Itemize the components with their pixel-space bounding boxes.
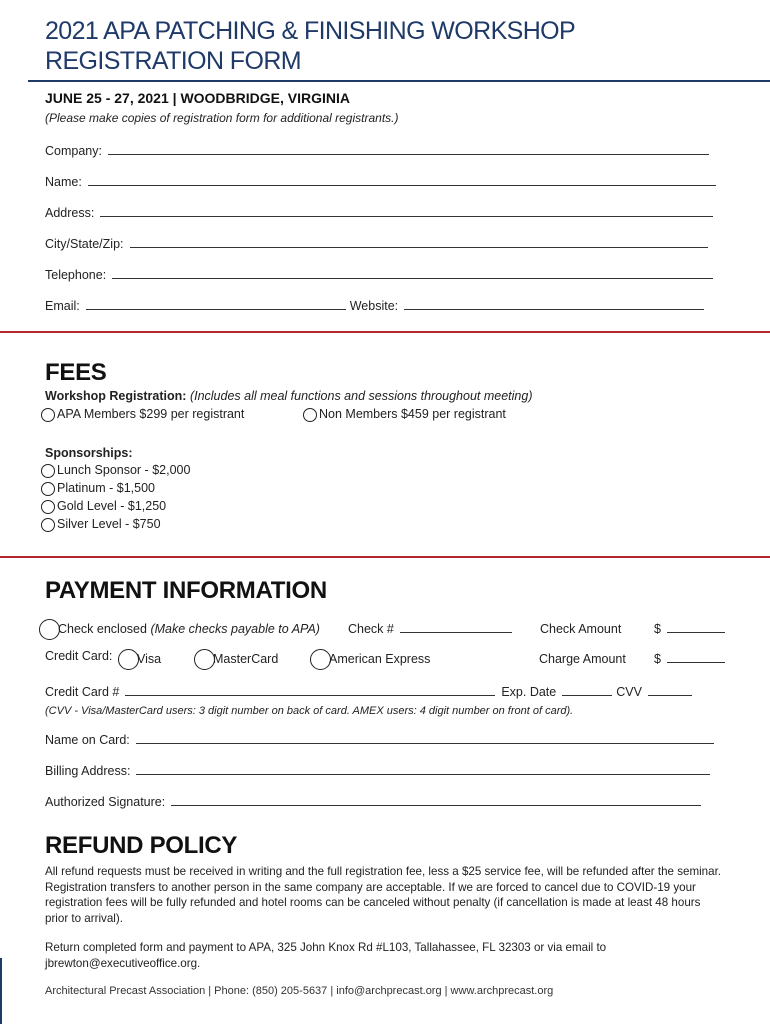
radio-circle-icon[interactable] (41, 500, 55, 514)
check-number-field[interactable] (348, 622, 512, 636)
section-divider-payment (0, 556, 770, 558)
charge-amount-field[interactable] (654, 652, 725, 666)
company-field[interactable] (45, 144, 709, 158)
credit-card-row (45, 649, 112, 663)
name-on-card-label: Name on Card: (45, 733, 130, 747)
radio-circle-icon[interactable] (41, 518, 55, 532)
company-label: Company: (45, 144, 102, 158)
name-field[interactable] (45, 175, 716, 189)
address-field[interactable] (45, 206, 713, 220)
charge-amount-line[interactable] (667, 662, 725, 663)
city-state-zip-field[interactable] (45, 237, 708, 251)
amex-label: American Express (329, 651, 431, 666)
title-line-1: 2021 APA PATCHING & FINISHING WORKSHOP (45, 17, 576, 45)
radio-circle-icon[interactable] (41, 464, 55, 478)
charge-amount-label: Charge Amount (539, 652, 626, 666)
city-label: City/State/Zip: (45, 237, 124, 251)
city-line[interactable] (130, 247, 708, 248)
check-number-line[interactable] (400, 632, 512, 633)
billing-address-line[interactable] (136, 774, 710, 775)
address-line[interactable] (100, 216, 713, 217)
cvv-line[interactable] (648, 695, 692, 696)
option-check-enclosed[interactable] (39, 619, 320, 640)
mastercard-label: MasterCard (213, 651, 279, 666)
email-field[interactable] (45, 299, 704, 313)
apa-members-label: APA Members $299 per registrant (57, 407, 245, 421)
platinum-label: Platinum - $1,500 (57, 481, 155, 495)
check-amount-field[interactable] (654, 622, 725, 636)
card-number-line[interactable] (125, 695, 495, 696)
check-amount-label: Check Amount (540, 622, 622, 636)
cvv-note: (CVV - Visa/MasterCard users: 3 digit number on back of card. AMEX users: 4 digit number on front of card). (45, 705, 574, 717)
telephone-line[interactable] (112, 278, 713, 279)
email-line[interactable] (86, 309, 346, 310)
title-line-2: REGISTRATION FORM (45, 47, 301, 75)
radio-circle-icon[interactable] (310, 649, 331, 670)
refund-policy-text: All refund requests must be received in writing and the full registration fee, less a $25 service fee, will be refunded after the seminar. Registration transfers to another person in the same company are acceptable. If we are forced to cancel due to COVID-19 your registration fees will be fully refunded and hotel rooms can be canceled without penalty (if cancellation is made at least 48 hours prior to arrival). (45, 865, 722, 925)
radio-circle-icon[interactable] (39, 619, 60, 640)
billing-address-field[interactable] (45, 764, 710, 778)
authorized-signature-field[interactable] (45, 795, 701, 809)
credit-card-number-field[interactable] (45, 685, 692, 699)
radio-circle-icon[interactable] (194, 649, 215, 670)
non-members-label: Non Members $459 per registrant (319, 407, 506, 421)
section-divider-fees (0, 331, 770, 333)
cvv-label: CVV (616, 685, 642, 699)
radio-circle-icon[interactable] (41, 482, 55, 496)
visa-label: Visa (137, 651, 162, 666)
signature-label: Authorized Signature: (45, 795, 166, 809)
workshop-registration-line (45, 389, 533, 403)
lunch-sponsor-label: Lunch Sponsor - $2,000 (57, 463, 191, 477)
title-divider (28, 80, 770, 82)
billing-address-label: Billing Address: (45, 764, 131, 778)
gold-label: Gold Level - $1,250 (57, 499, 167, 513)
return-instructions: Return completed form and payment to APA, 325 John Knox Rd #L103, Tallahassee, FL 32303 or via email to jbrewton@executiveoffice.org. (45, 941, 607, 970)
refund-heading: REFUND POLICY (45, 832, 238, 859)
telephone-label: Telephone: (45, 268, 107, 282)
exp-date-label: Exp. Date (501, 685, 557, 699)
telephone-field[interactable] (45, 268, 713, 282)
option-non-members[interactable] (303, 407, 506, 422)
payment-heading: PAYMENT INFORMATION (45, 577, 327, 604)
silver-label: Silver Level - $750 (57, 517, 161, 531)
name-on-card-field[interactable] (45, 733, 714, 747)
name-on-card-line[interactable] (136, 743, 714, 744)
option-lunch-sponsor[interactable] (41, 463, 190, 478)
signature-line[interactable] (171, 805, 701, 806)
card-number-label: Credit Card # (45, 685, 120, 699)
option-gold[interactable] (41, 499, 166, 514)
option-amex[interactable] (310, 649, 430, 670)
website-line[interactable] (404, 309, 704, 310)
website-label: Website: (349, 299, 399, 313)
form-title (45, 16, 575, 76)
company-line[interactable] (108, 154, 709, 155)
radio-circle-icon[interactable] (41, 408, 55, 422)
exp-date-line[interactable] (562, 695, 612, 696)
event-date-location: JUNE 25 - 27, 2021 | WOODBRIDGE, VIRGINIA (45, 90, 350, 106)
footer-contact: Architectural Precast Association | Phone: (850) 205-5637 | info@archprecast.org | www.archprecast.org (45, 985, 554, 997)
left-edge-mark (0, 958, 2, 1024)
credit-card-label: Credit Card: (45, 649, 113, 663)
sponsorships-label: Sponsorships: (45, 446, 133, 460)
address-label: Address: (45, 206, 95, 220)
name-label: Name: (45, 175, 82, 189)
email-label: Email: (45, 299, 80, 313)
radio-circle-icon[interactable] (303, 408, 317, 422)
name-line[interactable] (88, 185, 716, 186)
workshop-note: (Includes all meal functions and sessions throughout meeting) (189, 389, 533, 403)
option-mastercard[interactable] (194, 649, 278, 670)
copies-note: (Please make copies of registration form for additional registrants.) (45, 111, 399, 125)
option-platinum[interactable] (41, 481, 155, 496)
option-visa[interactable] (118, 649, 161, 670)
check-payable-note: (Make checks payable to APA) (150, 621, 320, 636)
option-apa-members[interactable] (41, 407, 244, 422)
dollar-sign: $ (654, 622, 661, 636)
fees-heading: FEES (45, 359, 107, 386)
check-amount-line[interactable] (667, 632, 725, 633)
check-number-label: Check # (348, 622, 394, 636)
radio-circle-icon[interactable] (118, 649, 139, 670)
option-silver[interactable] (41, 517, 161, 532)
dollar-sign: $ (654, 652, 661, 666)
workshop-label: Workshop Registration: (45, 389, 187, 403)
check-enclosed-label: Check enclosed (58, 621, 147, 636)
